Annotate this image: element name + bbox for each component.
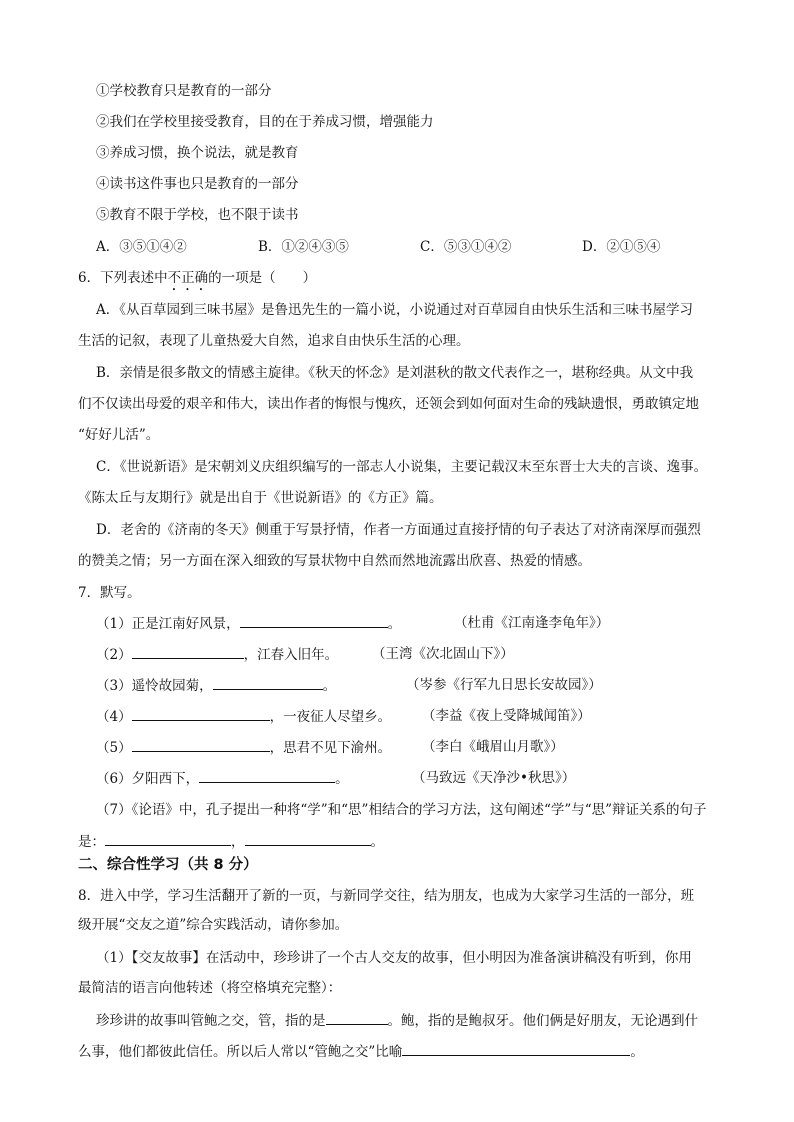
- q7-row-3-blank[interactable]: [213, 675, 323, 690]
- q6-option-b-line3: “好好儿活”。: [78, 427, 160, 443]
- q7-row-2-end: ，江春入旧年。: [243, 647, 339, 663]
- q7-row-1-text: （1）正是江南好风景，: [96, 616, 240, 632]
- section-2-heading: 二、综合性学习（共 8 分）: [78, 857, 258, 873]
- q8-story-blank-2[interactable]: [402, 1041, 630, 1056]
- q7-row-4-text: （4）: [96, 709, 132, 725]
- q7-row-4-end: ，一夜征人尽望乡。: [269, 709, 392, 725]
- q6-stem-pre: 6．下列表述中: [78, 270, 168, 286]
- q7-row-2-blank[interactable]: [132, 644, 244, 659]
- q6-option-c-line2: 《陈太丘与友期行》就是出自于《世说新语》的《方正》篇。: [78, 490, 443, 506]
- q8-story-text-1: 珍珍讲的故事叫管鲍之交，管，指的是: [96, 1013, 326, 1029]
- q7-row-2-text: （2）: [96, 647, 132, 663]
- q8-part1-line2: 最简洁的语言向他转述（将空格填充完整）：: [78, 980, 342, 996]
- q7-row-5-source: （李白《峨眉山月歌》）: [422, 739, 564, 755]
- q7-row-7-blank-1[interactable]: [105, 831, 231, 846]
- q6-option-b-line2: 们不仅读出母爱的艰辛和伟大，读出作者的悔恨与愧疚，还领会到如何面对生命的残缺遗恨，勇敢镇定地: [78, 396, 699, 412]
- q8-story-blank-1[interactable]: [326, 1010, 388, 1025]
- q7-row-7-comma: ，: [231, 834, 245, 850]
- q6-option-b-line1: B．亲情是很多散文的情感主旋律。《秋天的怀念》是刘湛秋的散文代表作之一，堪称经典。从文中我: [96, 365, 694, 381]
- q7-title: 7．默写。: [78, 585, 141, 601]
- q5-item-3: ③养成习惯，换个说法，就是教育: [96, 145, 299, 161]
- q6-stem: [78, 268, 316, 294]
- q8-story-line1: [96, 1010, 698, 1031]
- q5-option-a: A．③⑤①④②: [96, 239, 187, 255]
- q7-row-3-end: 。: [322, 678, 337, 694]
- q6-option-d-line2: 的赞美之情；另一方面在深入细致的写景状物中自然而然地流露出欣喜、热爱的情感。: [78, 553, 591, 569]
- q8-story-text-2: 。鲍，指的是鲍叔牙。他们俩是好朋友，无论遇到什: [387, 1013, 698, 1029]
- q7-row-1: [96, 613, 736, 633]
- q6-stem-emphasis: 不正确: [167, 270, 209, 286]
- q8-stem-line1: 8．进入中学，学习生活翻开了新的一页，与新同学交往，结为朋友，也成为大家学习生活的一部分，班: [78, 888, 695, 904]
- q7-row-4: [96, 706, 736, 726]
- q7-row-6: [96, 768, 736, 788]
- q5-option-d: D．②①⑤④: [582, 239, 661, 255]
- q5-options: [96, 237, 736, 257]
- q7-row-5-text: （5）: [96, 740, 132, 756]
- q6-stem-post: 的一项是（ ）: [208, 270, 317, 286]
- q7-row-6-text: （6）夕阳西下，: [96, 771, 200, 787]
- q7-row-4-blank[interactable]: [132, 706, 270, 721]
- q8-story-text-4: 。: [630, 1044, 644, 1060]
- q7-row-5-blank[interactable]: [132, 737, 270, 752]
- q8-story-text-3: 么事，他们都彼此信任。所以后人常以“管鲍之交”比喻: [78, 1044, 403, 1060]
- q8-stem-line2: 级开展“交友之道”综合实践活动，请你参加。: [78, 917, 349, 933]
- q5-item-5: ⑤教育不限于学校，也不限于读书: [96, 207, 299, 223]
- q5-option-c: C．⑤③①④②: [420, 239, 512, 255]
- q7-row-5: [96, 737, 736, 757]
- q7-row-7-end: 。: [370, 834, 384, 850]
- q6-option-a-line2: 生活的记叙，表现了儿童热爱大自然，追求自由快乐生活的心理。: [78, 333, 470, 349]
- q7-row-7-text: 是：: [78, 834, 105, 850]
- q5-item-1: ①学校教育只是教育的一部分: [96, 83, 272, 99]
- q8-part1-line1: （1）【交友故事】在活动中，珍珍讲了一个古人交友的故事，但小明因为准备演讲稿没有听到，你用: [96, 950, 692, 966]
- q7-row-5-end: ，思君不见下渝州。: [269, 740, 392, 756]
- q7-row-6-end: 。: [335, 771, 349, 787]
- q6-option-c-line1: C．《世说新语》是宋朝刘义庆组织编写的一部志人小说集，主要记载汉末至东晋士大夫的言谈、逸事。: [96, 459, 708, 475]
- q5-option-b: B．①②④③⑤: [258, 239, 349, 255]
- q7-row-3-text: （3）遥怜故园菊，: [96, 678, 213, 694]
- q7-row-7-line1: （7）《论语》中，孔子提出一种将“学”和“思”相结合的学习方法，这句阐述“学”与“思”辩证关系的句子: [96, 802, 707, 818]
- q7-row-4-source: （李益《夜上受降城闻笛》）: [422, 708, 591, 724]
- q7-row-6-source: （马致远《天净沙•秋思》）: [412, 770, 576, 786]
- q5-item-4: ④读书这件事也只是教育的一部分: [96, 176, 299, 192]
- q6-option-a-line1: A．《从百草园到三味书屋》是鲁迅先生的一篇小说，小说通过对百草园自由快乐生活和三味书屋学习: [96, 302, 693, 318]
- q6-option-d-line1: D．老舍的《济南的冬天》侧重于写景抒情，作者一方面通过直接抒情的句子表达了对济南深厚而强烈: [96, 522, 701, 538]
- q7-row-1-end: 。: [387, 616, 402, 632]
- q7-row-7-line2: [78, 831, 384, 852]
- q5-item-2: ②我们在学校里接受教育，目的在于养成习惯，增强能力: [96, 114, 434, 130]
- q7-row-3-source: （岑参《行军九日思长安故园》）: [406, 677, 602, 693]
- q8-story-line2: [78, 1041, 644, 1062]
- q7-row-2: [96, 644, 736, 664]
- q7-row-1-source: （杜甫《江南逢李龟年》）: [454, 615, 610, 631]
- q7-row-2-source: （王湾《次北固山下》）: [372, 646, 514, 662]
- q7-row-7-blank-2[interactable]: [245, 831, 371, 846]
- q7-row-6-blank[interactable]: [199, 768, 335, 783]
- q7-row-1-blank[interactable]: [240, 613, 388, 628]
- q7-row-3: [96, 675, 736, 695]
